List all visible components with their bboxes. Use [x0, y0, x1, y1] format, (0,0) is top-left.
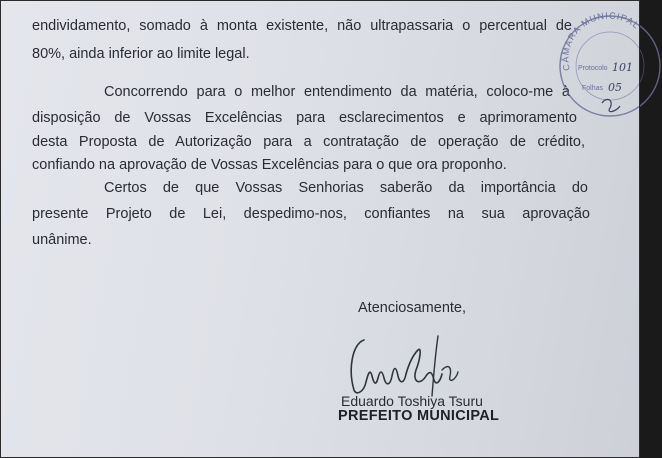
body-line-5: desta Proposta de Autorização para a contratação de operação de crédito, — [32, 134, 585, 150]
body-line-7: Certos de que Vossas Senhorias saberão da importância do — [104, 180, 588, 196]
body-line-3: Concorrendo para o melhor entendimento da matéria, coloco-me à — [104, 84, 570, 100]
body-line-4: disposição de Vossas Excelências para esclarecimentos e aprimoramento — [32, 110, 577, 126]
stamp-initials-mark — [602, 99, 620, 111]
body-line-2: 80%, ainda inferior ao limite legal. — [32, 46, 250, 62]
body-line-1: endividamento, somado à monta existente, não ultrapassaria o percentual de — [32, 18, 572, 34]
signer-title: PREFEITO MUNICIPAL — [338, 408, 500, 424]
stamp-folha-value: 05 — [608, 81, 622, 94]
body-line-8: presente Projeto de Lei, despedimo-nos, confiantes na sua aprovação — [32, 206, 590, 222]
stamp-folha-label: Folhas — [582, 85, 604, 92]
body-line-9: unânime. — [32, 232, 92, 248]
handwritten-signature — [340, 330, 470, 402]
signer-name: Eduardo Toshiya Tsuru — [341, 393, 483, 409]
stamp-protocol-label: Protocolo — [578, 65, 608, 72]
stamp-arc-text: CÂMARA MUNICIPAL — [560, 10, 642, 72]
body-line-6: confiando na aprovação de Vossas Excelências para o que ora proponho. — [32, 157, 507, 173]
protocol-stamp — [552, 8, 662, 118]
closing-salutation: Atenciosamente, — [358, 300, 467, 316]
stamp-protocol-value: 101 — [612, 61, 633, 74]
